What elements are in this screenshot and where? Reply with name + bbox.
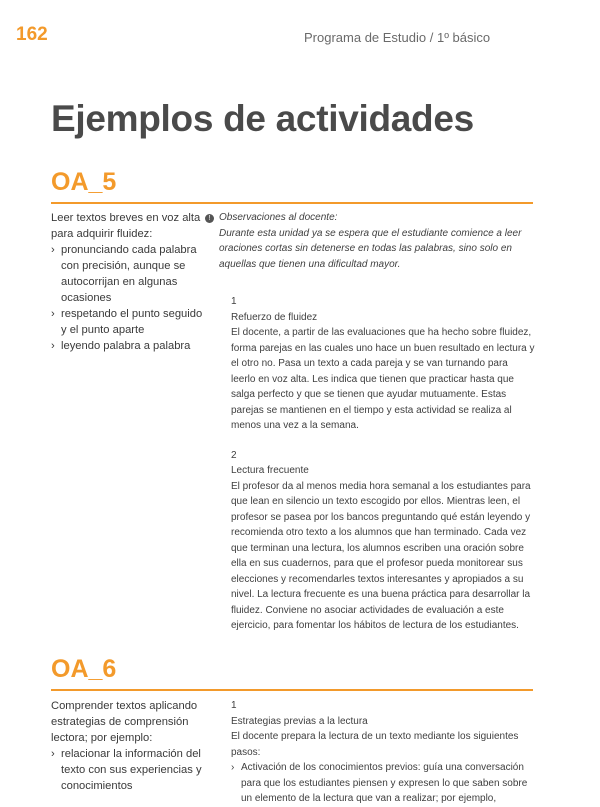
- observations-title: ! Observaciones al docente:: [219, 210, 535, 226]
- activity-text: El docente prepara la lectura de un texto mediante los siguientes pasos:: [231, 731, 519, 758]
- activity-number: 2: [231, 449, 237, 461]
- observations-body: Durante esta unidad ya se espera que el estudiante comience a leer oraciones cortas sin detenerse en todas las palabras, sino solo en aquellas que tienen una dificultad mayor.: [219, 227, 522, 270]
- activity-text: El profesor da al menos media hora semanal a los estudiantes para que lean en silencio un texto escogido por ellos. Mientras leen, el profesor se pasea por los bancos preguntando qué están leyendo y recomienda otro texto a los alumnos que han terminado. Cada vez que terminan una lectura, los alumnos escriben una oración sobre ella en sus cuadernos, para que el profesor pueda monitorear sus elecciones y recomendarles textos interesantes y apropiados a su nivel. La lectura frecuente es una buena práctica para desarrollar la fluidez. Conviene no asociar actividades de evaluación a este ejercicio, para fomentar los hábitos de lectura de los estudiantes.: [231, 480, 531, 631]
- list-item: › relacionar la información del texto con sus experiencias y conocimientos: [51, 748, 202, 792]
- oa6-heading: OA_6: [51, 655, 117, 683]
- header-program-title: Programa de Estudio / 1º básico: [304, 30, 491, 45]
- activity-block: [219, 448, 535, 634]
- oa6-activities: [219, 698, 535, 807]
- oa6-objective-list: [51, 746, 203, 794]
- activity-number: 1: [231, 296, 237, 307]
- oa5-objective-list: [51, 242, 203, 354]
- list-item: › respetando el punto seguido y el punto aparte: [51, 308, 203, 336]
- info-icon: !: [205, 214, 214, 223]
- chevron-right-icon: ›: [51, 308, 55, 320]
- list-item: › leyendo palabra a palabra: [51, 340, 191, 352]
- activity-block: [219, 698, 535, 807]
- chevron-right-icon: ›: [51, 244, 55, 256]
- list-item: › pronunciando cada palabra con precisión, aunque se autocorrijan en algunas ocasiones: [51, 244, 197, 304]
- activity-title: Refuerzo de fluidez: [231, 311, 318, 323]
- oa5-objective-intro: Leer textos breves en voz alta para adquirir fluidez:: [51, 212, 201, 240]
- oa5-heading: OA_5: [51, 168, 117, 196]
- oa5-activities: [208, 210, 535, 634]
- activity-number: 1: [231, 700, 237, 711]
- page-title: Ejemplos de actividades: [51, 98, 474, 139]
- oa6-objective: [51, 698, 203, 794]
- oa6-divider: [51, 689, 533, 691]
- list-item: › Activación de los conocimientos previos: guía una conversación para que los estudiantes piensen y expresen lo que saben sobre un elemento de la lectura que van a realizar; por ejemplo,: [231, 762, 528, 804]
- oa6-objective-intro: Comprender textos aplicando estrategias de comprensión lectora; por ejemplo:: [51, 700, 198, 744]
- chevron-right-icon: ›: [231, 762, 235, 773]
- activity-block: [219, 294, 535, 434]
- activity-title: Estrategias previas a la lectura: [231, 715, 368, 727]
- chevron-right-icon: ›: [51, 748, 55, 760]
- page-number: 162: [16, 24, 48, 45]
- activity-text: El docente, a partir de las evaluaciones que ha hecho sobre fluidez, forma parejas en las cuales uno hace un buen resultado en lectura y el otro no. Pasa un texto a cada pareja y se van turnando para leerlo en voz alta. Les indica que tienen que practicar hasta que salga perfecto y que se tienen que ayudar mutuamente. Estas parejas se mantienen en el tiempo y esta actividad se realiza al menos una vez a la semana.: [231, 327, 535, 431]
- oa5-objective: [51, 210, 203, 354]
- oa5-divider: [51, 202, 533, 204]
- chevron-right-icon: ›: [51, 340, 55, 352]
- activity-title: Lectura frecuente: [231, 465, 309, 476]
